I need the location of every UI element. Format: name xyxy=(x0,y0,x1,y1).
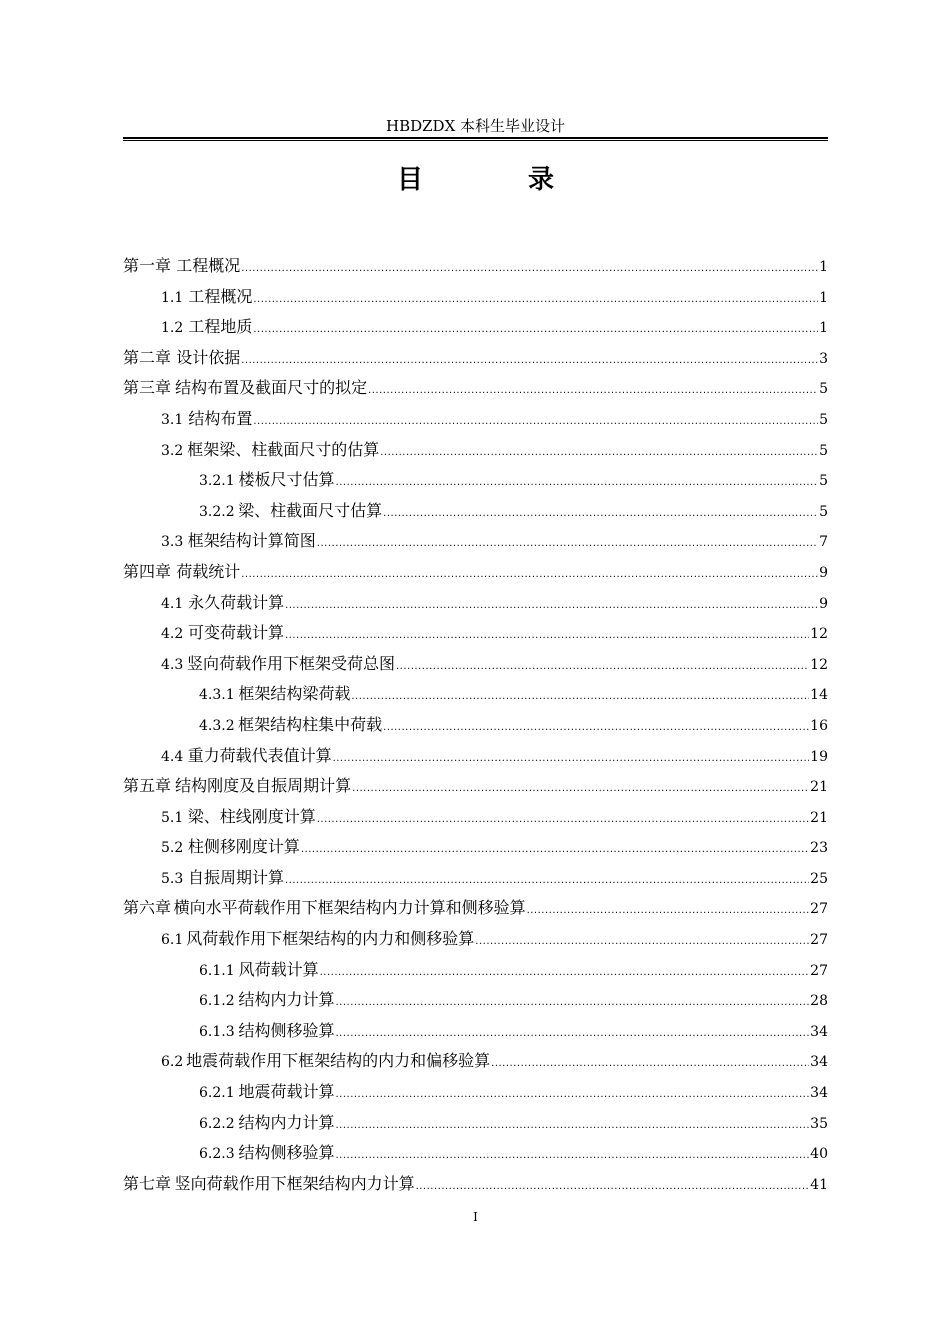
toc-entry[interactable] xyxy=(123,345,828,376)
toc-dot-leader xyxy=(241,355,818,366)
toc-dot-leader xyxy=(335,1120,809,1131)
toc-entry[interactable] xyxy=(123,1079,828,1110)
toc-entry-page: 5 xyxy=(819,381,828,398)
toc-dot-leader xyxy=(285,600,818,611)
page-header: HBDZDX 本科生毕业设计 xyxy=(385,117,566,135)
toc-dot-leader xyxy=(352,783,809,794)
toc-entry-page: 3 xyxy=(819,350,828,367)
toc-dot-leader xyxy=(285,875,809,886)
toc-entry-page: 21 xyxy=(810,779,828,796)
toc-entry[interactable] xyxy=(123,743,828,774)
toc-entry-number: 6.1 xyxy=(161,932,184,949)
toc-entry-title: 结构内力计算 xyxy=(238,990,335,1010)
toc-dot-leader xyxy=(241,569,818,580)
toc-entry-number: 6.2 xyxy=(161,1054,184,1071)
toc-entry-number: 1.2 xyxy=(161,320,184,337)
toc-entry-number: 第二章 xyxy=(123,347,172,367)
toc-entry[interactable] xyxy=(123,314,828,345)
toc-dot-leader xyxy=(380,447,818,458)
toc-dot-leader xyxy=(383,508,818,519)
toc-entry-page: 9 xyxy=(819,595,828,612)
toc-entry[interactable] xyxy=(123,437,828,468)
toc-entry[interactable] xyxy=(123,559,828,590)
toc-entry-number: 4.3 xyxy=(161,656,184,673)
toc-entry-title: 柱侧移刚度计算 xyxy=(187,837,300,857)
toc-dot-leader xyxy=(383,722,809,733)
toc-entry-page: 25 xyxy=(810,870,828,887)
toc-entry[interactable] xyxy=(123,375,828,406)
toc-entry-page: 34 xyxy=(810,1023,828,1040)
toc-entry-page: 5 xyxy=(819,503,828,520)
toc-entry[interactable] xyxy=(123,284,828,315)
toc-entry-title: 永久荷载计算 xyxy=(188,592,285,612)
toc-entry[interactable] xyxy=(123,1140,828,1171)
toc-entry-page: 12 xyxy=(810,626,828,643)
toc-dot-leader xyxy=(351,691,809,702)
toc-dot-leader xyxy=(475,936,809,947)
toc-entry-number: 6.2.2 xyxy=(199,1115,235,1132)
toc-entry[interactable] xyxy=(123,253,828,284)
toc-entry-title: 荷载统计 xyxy=(176,561,241,581)
toc-entry[interactable] xyxy=(123,1018,828,1049)
toc-entry-number: 5.2 xyxy=(161,840,184,857)
toc-entry-title: 可变荷载计算 xyxy=(187,623,284,643)
toc-entry-page: 27 xyxy=(810,932,828,949)
toc-entry-title: 地震荷载作用下框架结构的内力和偏移验算 xyxy=(186,1051,491,1071)
toc-entry-number: 3.1 xyxy=(161,411,184,428)
toc-entry-title: 设计依据 xyxy=(176,347,241,367)
toc-entry[interactable] xyxy=(123,987,828,1018)
toc-dot-leader xyxy=(301,844,809,855)
toc-entry[interactable] xyxy=(123,712,828,743)
toc-dot-leader xyxy=(335,1150,809,1161)
toc-entry-page: 1 xyxy=(819,259,828,275)
toc-dot-leader xyxy=(491,1058,809,1069)
toc-entry-page: 7 xyxy=(819,534,828,551)
toc-entry-title: 结构侧移验算 xyxy=(238,1020,335,1040)
toc-entry-page: 21 xyxy=(810,809,828,826)
toc-entry-number: 5.1 xyxy=(161,809,184,826)
toc-entry[interactable] xyxy=(123,1048,828,1079)
toc-entry[interactable] xyxy=(123,651,828,682)
toc-entry[interactable] xyxy=(123,498,828,529)
toc-entry-title: 结构布置及截面尺寸的拟定 xyxy=(175,378,368,398)
toc-entry-title: 重力荷载代表值计算 xyxy=(187,745,332,765)
toc-entry-page: 14 xyxy=(810,687,828,704)
toc-entry-number: 4.1 xyxy=(161,595,184,612)
toc-entry[interactable] xyxy=(123,804,828,835)
toc-dot-leader xyxy=(241,263,818,274)
toc-dot-leader xyxy=(320,967,810,978)
toc-entry-page: 16 xyxy=(810,717,828,734)
toc-entry-title: 横向水平荷载作用下框架结构内力计算和侧移验算 xyxy=(173,898,526,918)
toc-entry[interactable] xyxy=(123,834,828,865)
toc-entry-page: 19 xyxy=(810,748,828,765)
toc-entry-title: 工程地质 xyxy=(188,317,253,337)
toc-entry[interactable] xyxy=(123,467,828,498)
toc-entry-title: 地震荷载计算 xyxy=(238,1082,335,1102)
toc-entry-title: 梁、柱线刚度计算 xyxy=(187,806,316,826)
toc-entry[interactable] xyxy=(123,406,828,437)
toc-entry-number: 4.3.2 xyxy=(199,717,235,734)
toc-entry[interactable] xyxy=(123,590,828,621)
toc-dot-leader xyxy=(335,1028,809,1039)
toc-entry[interactable] xyxy=(123,528,828,559)
toc-entry[interactable] xyxy=(123,1110,828,1141)
toc-dot-leader xyxy=(333,753,810,764)
toc-entry-number: 第六章 xyxy=(123,898,172,918)
toc-entry[interactable] xyxy=(123,773,828,804)
toc-entry-number: 第三章 xyxy=(123,378,172,398)
toc-entry-page: 12 xyxy=(810,656,828,673)
toc-dot-leader xyxy=(335,1089,809,1100)
toc-entry-number: 6.2.3 xyxy=(199,1146,235,1163)
toc-entry-number: 4.4 xyxy=(161,748,184,765)
toc-entry-page: 23 xyxy=(810,840,828,857)
toc-entry-title: 竖向荷载作用下框架受荷总图 xyxy=(186,653,395,673)
toc-entry-page: 5 xyxy=(819,442,828,459)
toc-entry-page: 5 xyxy=(819,473,828,490)
toc-entry[interactable] xyxy=(123,1171,828,1202)
toc-entry-page: 35 xyxy=(810,1115,828,1132)
toc-entry-title: 梁、柱截面尺寸估算 xyxy=(238,500,383,520)
toc-entry-number: 3.2 xyxy=(161,442,184,459)
toc-entry-page: 1 xyxy=(819,289,828,306)
toc-entry-title: 竖向荷载作用下框架结构内力计算 xyxy=(174,1173,415,1193)
toc-dot-leader xyxy=(527,905,810,916)
toc-entry[interactable] xyxy=(123,957,828,988)
page-number: I xyxy=(473,1210,478,1224)
toc-entry-title: 风荷载计算 xyxy=(238,959,319,979)
toc-entry-page: 28 xyxy=(810,993,828,1010)
toc-entry-number: 3.2.1 xyxy=(199,473,235,490)
toc-entry-title: 框架结构梁荷载 xyxy=(238,684,351,704)
toc-entry-number: 第五章 xyxy=(123,776,172,796)
toc-entry[interactable] xyxy=(123,926,828,957)
toc-entry-title: 自振周期计算 xyxy=(187,867,284,887)
toc-entry-title: 风荷载作用下框架结构的内力和侧移验算 xyxy=(186,929,475,949)
toc-entry-number: 第四章 xyxy=(123,561,172,581)
toc-entry-page: 27 xyxy=(810,901,828,918)
toc-entry[interactable] xyxy=(123,895,828,926)
toc-entry-page: 34 xyxy=(810,1085,828,1102)
toc-dot-leader xyxy=(317,814,809,825)
toc-entry-page: 5 xyxy=(819,411,828,428)
toc-entry-number: 3.2.2 xyxy=(199,503,235,520)
toc-entry-title: 工程概况 xyxy=(188,286,253,306)
toc-entry[interactable] xyxy=(123,681,828,712)
toc-entry[interactable] xyxy=(123,620,828,651)
toc-entry-number: 4.2 xyxy=(161,626,184,643)
toc-entry-number: 6.1.2 xyxy=(199,993,235,1010)
toc-entry-page: 9 xyxy=(819,564,828,581)
toc-entry-title: 结构内力计算 xyxy=(238,1112,335,1132)
toc-dot-leader xyxy=(368,385,818,396)
toc-entry-title: 框架结构计算简图 xyxy=(187,531,316,551)
toc-entry-page: 41 xyxy=(810,1176,828,1193)
toc-entry-page: 1 xyxy=(819,320,828,337)
header-rule xyxy=(123,137,828,139)
toc-dot-leader xyxy=(285,630,809,641)
toc-entry-title: 楼板尺寸估算 xyxy=(238,470,335,490)
toc-entry-number: 4.3.1 xyxy=(199,687,235,704)
toc-entry-title: 结构布置 xyxy=(188,408,253,428)
toc-entry-title: 框架结构柱集中荷载 xyxy=(238,714,383,734)
toc-entry-page: 27 xyxy=(810,962,828,979)
toc-dot-leader xyxy=(336,477,819,488)
toc-entry-number: 6.1.1 xyxy=(199,962,235,979)
page-title: 目 录 xyxy=(396,165,603,195)
toc-entry-page: 40 xyxy=(810,1146,828,1163)
toc-dot-leader xyxy=(416,1181,810,1192)
toc-entry[interactable] xyxy=(123,865,828,896)
toc-entry-title: 框架梁、柱截面尺寸的估算 xyxy=(187,439,380,459)
toc-entry-number: 第七章 xyxy=(123,1173,172,1193)
toc-entry-number: 1.1 xyxy=(161,289,184,306)
toc-entry-page: 34 xyxy=(810,1054,828,1071)
toc-entry-number: 6.2.1 xyxy=(199,1085,235,1102)
header-rule-thin xyxy=(123,140,828,141)
toc-dot-leader xyxy=(253,294,818,305)
toc-dot-leader xyxy=(335,997,809,1008)
toc-entry-number: 第一章 xyxy=(123,256,172,275)
toc-dot-leader xyxy=(317,538,818,549)
toc-dot-leader xyxy=(253,416,818,427)
toc-entry-title: 工程概况 xyxy=(176,256,241,275)
toc-entry-title: 结构侧移验算 xyxy=(238,1143,335,1163)
toc-dot-leader xyxy=(396,661,809,672)
toc-entry-title: 结构刚度及自振周期计算 xyxy=(175,776,352,796)
toc-entry-number: 6.1.3 xyxy=(199,1023,235,1040)
table-of-contents xyxy=(123,253,828,1201)
toc-entry-number: 3.3 xyxy=(161,534,184,551)
toc-entry-number: 5.3 xyxy=(161,870,184,887)
toc-dot-leader xyxy=(253,324,818,335)
